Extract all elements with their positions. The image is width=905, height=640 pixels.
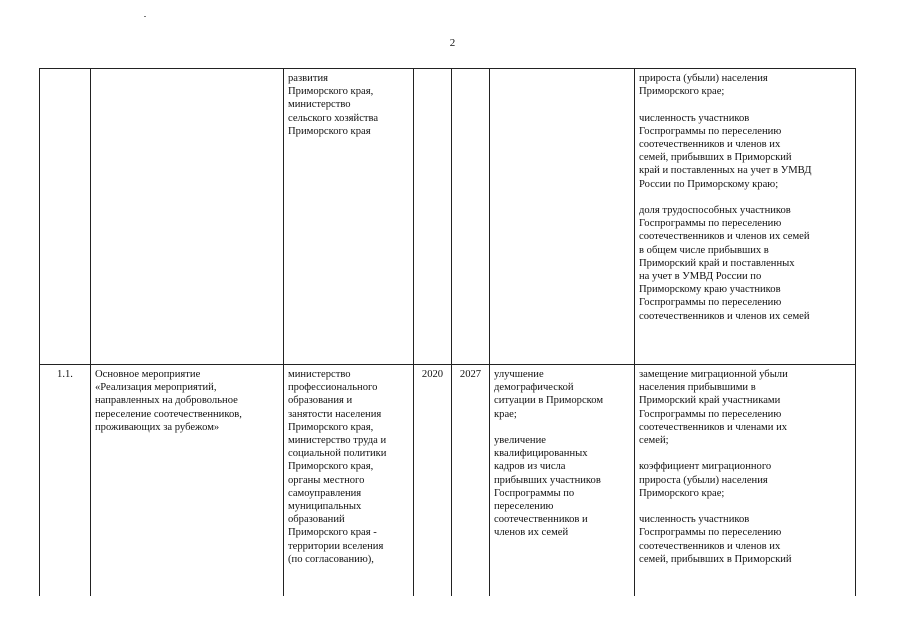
table-row — [40, 69, 856, 365]
cell-executor: развития Приморского края, министерство сельского хозяйства Приморского края — [284, 69, 414, 365]
cell-result: улучшение демографической ситуации в Приморском крае; увеличение квалифицированных кадров из числа прибывших участников Госпрограммы по переселению соотечественников и членов их семей — [490, 365, 635, 597]
scan-speck — [144, 16, 146, 17]
cell-end-year: 2027 — [452, 365, 490, 597]
cell-executor: министерство профессионального образования и занятости населения Приморского края, министерство труда и социальной политики Приморского края, органы местного самоуправления муниципальных образований Приморского края - территории вселения (по согласованию), — [284, 365, 414, 597]
cell-event: Основное мероприятие «Реализация мероприятий, направленных на добровольное переселение соотечественников, проживающих за рубежом» — [91, 365, 284, 597]
cell-number: 1.1. — [40, 365, 91, 597]
cell-end-year — [452, 69, 490, 365]
cell-start-year: 2020 — [414, 365, 452, 597]
cell-indicators: замещение миграционной убыли населения прибывшими в Приморский край участниками Госпрограммы по переселению соотечественников и членами их семей; коэффициент миграционного прироста (убыли) населения Приморского крае; численность участников Госпрограммы по переселению соотечественников и членов их семей, прибывших в Приморский — [635, 365, 856, 597]
cell-result — [490, 69, 635, 365]
page-number: 2 — [449, 37, 456, 49]
cell-start-year — [414, 69, 452, 365]
cell-event — [91, 69, 284, 365]
cell-number — [40, 69, 91, 365]
table-row — [40, 365, 856, 597]
program-table — [39, 68, 856, 596]
cell-indicators: прироста (убыли) населения Приморского крае; численность участников Госпрограммы по переселению соотечественников и членов их семей, прибывших в Приморский край и поставленных на учет в УМВД России по Приморскому краю; доля трудоспособных участников Госпрограммы по переселению соотечественников и членов их семей в общем числе прибывших в Приморский край и поставленных на учет в УМВД России по Приморскому краю участников Госпрограммы по переселению соотечественников и членов их семей — [635, 69, 856, 365]
